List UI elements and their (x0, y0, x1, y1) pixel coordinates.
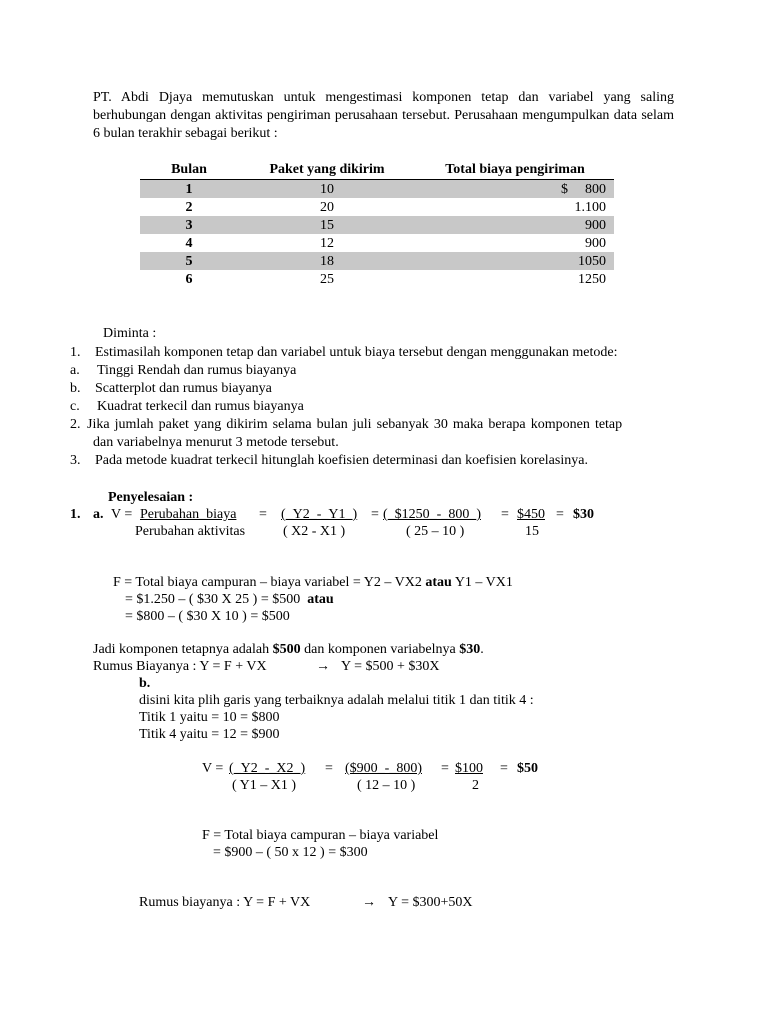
cell-bulan: 2 (185, 199, 193, 215)
question-continuation: dan variabelnya menurut 3 metode tersebut. (93, 435, 339, 450)
conclusion-text: dan komponen variabelnya (300, 642, 460, 657)
solution-b-label: b. (139, 676, 151, 691)
solution-number: 1. (70, 507, 81, 522)
cell-biaya: 1050 (416, 252, 614, 270)
fraction-3-numerator: $100 (455, 761, 483, 776)
arrow-icon: → (316, 659, 330, 674)
equals-sign: = (501, 507, 509, 522)
currency-symbol: $ (561, 181, 568, 197)
cost-formula-result: Y = $300+50X (388, 895, 473, 910)
question-marker: b. (70, 381, 81, 396)
table-row (140, 270, 614, 288)
fixed-cost-formula-alt: Y1 – VX1 (454, 575, 513, 590)
cell-biaya-value: 800 (585, 181, 606, 197)
fraction-2-numerator: (_$1250_-_800_) (383, 507, 481, 522)
fraction-1-numerator: (_Y2_-_X2_) (229, 761, 306, 776)
question-marker: 1. (70, 345, 81, 360)
cost-formula-label: Rumus Biayanya : Y = F + VX (93, 659, 267, 674)
fraction-2-denominator: ( 25 – 10 ) (406, 524, 465, 539)
variable-cost-value: $30 (459, 642, 481, 657)
question-marker: 3. (70, 453, 81, 468)
fixed-cost-line-3: = $800 – ( $30 X 10 ) = $500 (125, 609, 290, 624)
intro-paragraph: PT. Abdi Djaya memutuskan untuk mengestimasi komponen tetap dan variabel yang saling berhubungan dengan aktivitas pengiriman perusahaan tersebut. Perusahaan mengumpulkan data selam 6 bulan terakhir sebagai berikut : (93, 90, 674, 141)
variable-cost-result: $50 (517, 761, 538, 776)
question-marker: c. (70, 399, 80, 414)
cost-formula-label: Rumus biayanya : Y = F + VX (139, 895, 311, 910)
fraction-1-denominator: ( Y1 – X1 ) (232, 778, 297, 793)
fraction-2-denominator: ( 12 – 10 ) (357, 778, 416, 793)
cell-bulan: 6 (185, 271, 193, 287)
question-text-line: Jika jumlah paket yang dikirim selama bulan juli sebanyak 30 maka berapa komponen tetap (87, 417, 623, 432)
table-row (140, 180, 614, 199)
shipping-cost-table (140, 160, 614, 288)
fixed-cost-value: $500 (272, 642, 301, 657)
cell-biaya: 1250 (578, 271, 606, 287)
table-header-row (140, 160, 614, 180)
cell-biaya: 900 (585, 235, 606, 251)
cost-formula-result: Y = $500 + $30X (341, 659, 440, 674)
cell-bulan: 3 (140, 216, 238, 234)
question-heading: Diminta : (103, 326, 157, 341)
question-text: Pada metode kuadrat terkecil hitunglah koefisien determinasi dan koefisien korelasinya. (95, 453, 588, 468)
cell-bulan: 5 (140, 252, 238, 270)
v-numerator: Perubahan_biaya (140, 507, 237, 522)
point-1-line: Titik 1 yaitu = 10 = $800 (139, 710, 280, 725)
table-row (140, 234, 614, 252)
cell-bulan: 4 (185, 235, 193, 251)
conclusion-text: Jadi komponen tetapnya adalah (93, 642, 273, 657)
fixed-cost-line-1: F = Total biaya campuran – biaya variabel (202, 828, 439, 843)
fixed-cost-calc-1: = $1.250 – ( $30 X 25 ) = $500 (125, 592, 301, 607)
question-text: Scatterplot dan rumus biayanya (95, 381, 272, 396)
conclusion-line (93, 641, 484, 658)
cell-biaya: 900 (416, 216, 614, 234)
table-row (140, 216, 614, 234)
fraction-3-denominator: 2 (472, 778, 479, 793)
fixed-cost-line-1 (113, 574, 513, 591)
cell-biaya: 1.100 (574, 199, 606, 215)
equals-sign: = (259, 507, 267, 522)
cell-paket: 12 (320, 235, 334, 251)
question-marker: a. (70, 363, 80, 378)
variable-cost-result: $30 (573, 507, 594, 522)
cell-biaya (416, 180, 614, 199)
table-row (140, 252, 614, 270)
fixed-cost-line-2 (125, 591, 334, 608)
equals-sign: = (556, 507, 564, 522)
equals-sign: = (500, 761, 508, 776)
fixed-cost-formula: F = Total biaya campuran – biaya variabel = Y2 – VX2 (113, 575, 422, 590)
v-denominator: Perubahan aktivitas (135, 524, 246, 539)
question-text: Estimasilah komponen tetap dan variabel untuk biaya tersebut dengan menggunakan metode: (95, 345, 618, 360)
fraction-3-numerator: $450 (517, 507, 545, 522)
cell-paket: 15 (238, 216, 416, 234)
atau-label: atau (425, 575, 452, 590)
question-text: Kuadrat terkecil dan rumus biayanya (97, 399, 304, 414)
scatterplot-description: disini kita plih garis yang terbaiknya adalah melalui titik 1 dan titik 4 : (139, 693, 534, 708)
fixed-cost-line-2: = $900 – ( 50 x 12 ) = $300 (213, 845, 368, 860)
column-header-bulan: Bulan (140, 160, 238, 180)
equals-sign: = (371, 507, 379, 522)
v-prefix: V = (202, 761, 224, 776)
conclusion-text: . (480, 642, 484, 657)
question-text: Tinggi Rendah dan rumus biayanya (97, 363, 297, 378)
question-marker: 2. (70, 417, 81, 432)
equals-sign: = (325, 761, 333, 776)
fraction-1-denominator: ( X2 - X1 ) (283, 524, 346, 539)
cell-paket: 20 (320, 199, 334, 215)
cell-paket: 18 (238, 252, 416, 270)
cell-paket: 10 (238, 180, 416, 199)
solution-a-label: a. (93, 507, 104, 522)
cell-paket: 25 (320, 271, 334, 287)
fraction-2-numerator: ($900_-_800) (345, 761, 422, 776)
cell-bulan: 1 (140, 180, 238, 199)
column-header-biaya: Total biaya pengiriman (416, 160, 614, 180)
atau-label: atau (307, 592, 334, 607)
column-header-paket: Paket yang dikirim (238, 160, 416, 180)
arrow-icon: → (362, 895, 376, 910)
point-4-line: Titik 4 yaitu = 12 = $900 (139, 727, 280, 742)
question-text (87, 416, 674, 433)
equals-sign: = (441, 761, 449, 776)
fraction-1-numerator: (_Y2_-_Y1_) (281, 507, 358, 522)
solution-heading: Penyelesaian : (108, 490, 194, 505)
fraction-3-denominator: 15 (525, 524, 539, 539)
v-prefix: V = (111, 507, 133, 522)
table-row (140, 198, 614, 216)
